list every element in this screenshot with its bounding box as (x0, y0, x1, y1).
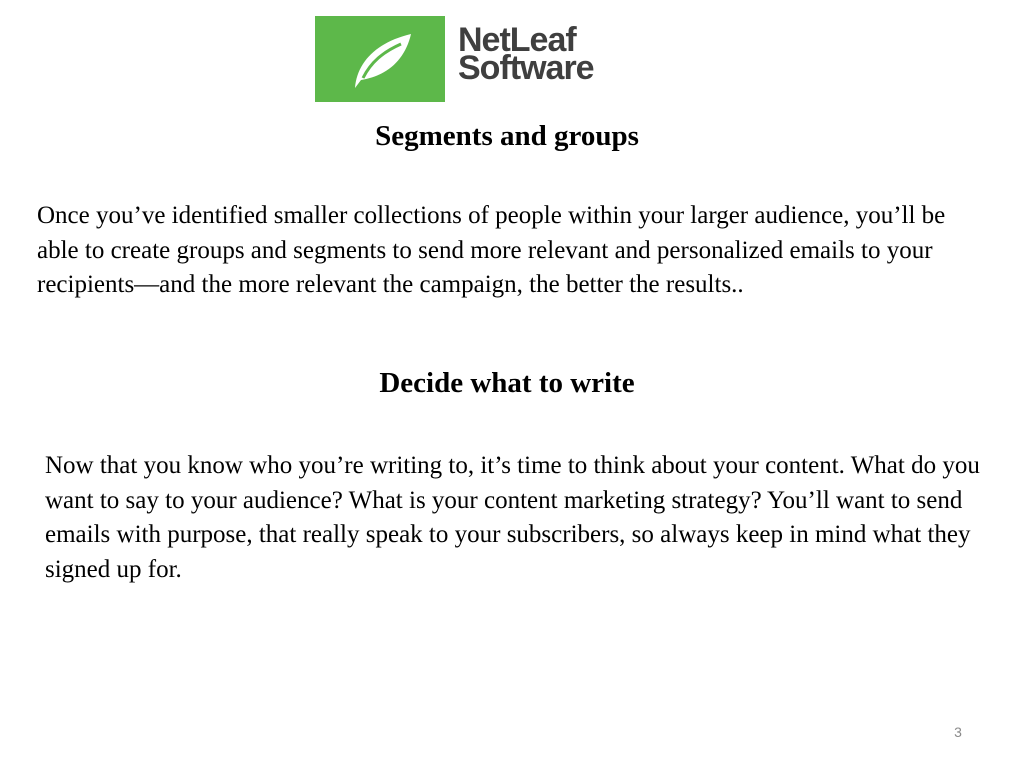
logo-wordmark (458, 21, 594, 87)
leaf-icon (315, 16, 445, 102)
section-body-decide: Now that you know who you’re writing to, it’s time to think about your content. What do you want to say to your audience? What is your content marketing strategy? You’ll want to send emails with purpose, that really speak to your subscribers, so always keep in mind what they signed up for. (45, 452, 980, 583)
section-heading-segments: Segments and groups (375, 120, 639, 152)
logo-line-netleaf: NetLeaf (458, 21, 576, 59)
logo-line-software: Software (458, 49, 594, 87)
page-number: 3 (954, 724, 962, 740)
section-heading-decide: Decide what to write (379, 367, 635, 399)
section-body-segments: Once you’ve identified smaller collections of people within your larger audience, you’ll be able to create groups and segments to send more relevant and personalized emails to your recipients—and the more relevant the campaign, the better the results.. (37, 202, 946, 298)
netleaf-logo (315, 16, 677, 102)
